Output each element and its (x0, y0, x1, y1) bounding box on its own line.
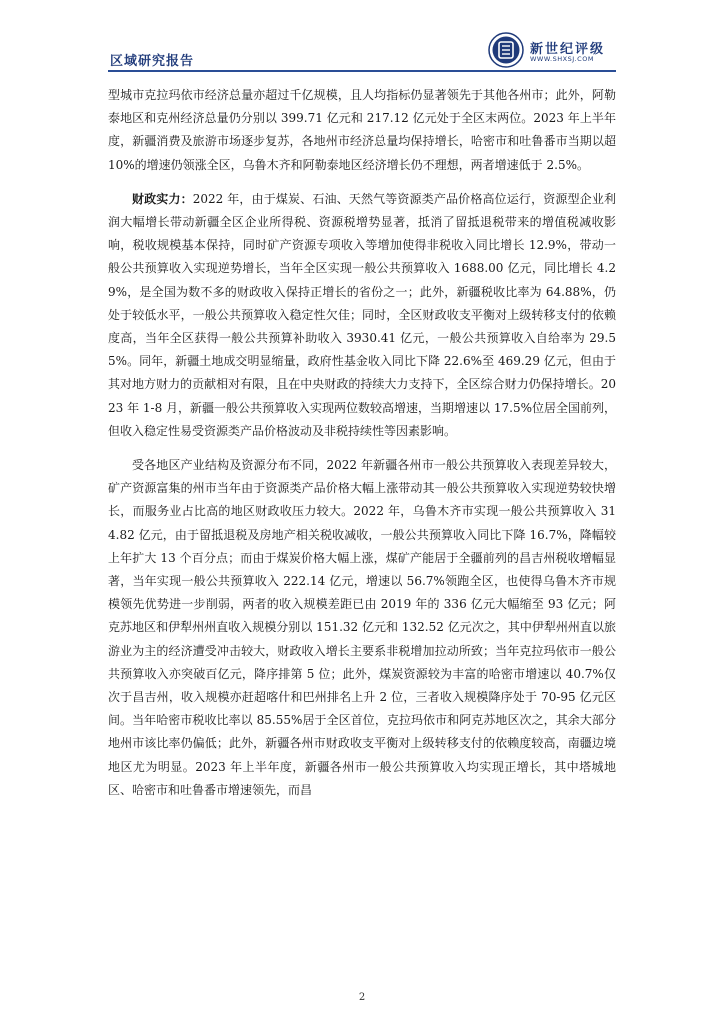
page-header (0, 0, 724, 72)
paragraph-lead: 财政实力： (132, 191, 193, 206)
body-paragraph (108, 188, 616, 443)
brand-emblem-icon (488, 32, 524, 68)
header-divider (108, 70, 616, 72)
section-title: 区域研究报告 (110, 54, 195, 69)
brand-logo (488, 32, 628, 68)
brand-name: 新世纪评级 (530, 42, 606, 57)
body-paragraph (108, 454, 616, 802)
paragraph-text: 2022 年，由于煤炭、石油、天然气等资源类产品价格高位运行，资源型企业利润大幅增长带动新疆全区企业所得税、资源税增势显著，抵消了留抵退税带来的增值税减收影响，税收规模基本保持，同时矿产资源专项收入等增加使得非税收入同比增长 12.9%，带动一般公共预算收入实现逆势增长，当年全区实现一般公共预算收入 1688.00 亿元，同比增长 4.29%，是全国为数不多的财政收入保持正增长的省份之一；此外，新疆税收比率为 64.88%，仍处于较低水平，一般公共预算收入稳定性欠佳；同时，全区财政收支平衡对上级转移支付的依赖度高，当年全区获得一般公共预算补助收入 3930.41 亿元，一般公共预算收入自给率为 29.55%。同年，新疆土地成交明显缩量，政府性基金收入同比下降 22.6%至 469.29 亿元，但由于其对地方财力的贡献相对有限，且在中央财政的持续大力支持下，全区综合财力仍保持增长。2023 年 1-8 月，新疆一般公共预算收入实现两位数较高增速，当期增速以 17.5%位居全国前列，但收入稳定性易受资源类产品价格波动及非税持续性等因素影响。 (108, 191, 616, 438)
page-number: 2 (358, 992, 366, 1003)
brand-url: WWW.SHXSJ.COM (530, 55, 594, 63)
report-body (108, 84, 616, 813)
body-paragraph (108, 84, 616, 177)
paragraph-text: 受各地区产业结构及资源分布不同，2022 年新疆各州市一般公共预算收入表现差异较大，矿产资源富集的州市当年由于资源类产品价格大幅上涨带动其一般公共预算收入实现逆势较快增长，而服务业占比高的地区财政收压力较大。2022 年，乌鲁木齐市实现一般公共预算收入 314.82 亿元，由于留抵退税及房地产相关税收减收，一般公共预算收入同比下降 16.7%，降幅较上年扩大 13 个百分点；而由于煤炭价格大幅上涨，煤矿产能居于全疆前列的昌吉州税收增幅显著，当年实现一般公共预算收入 222.14 亿元，增速以 56.7%领跑全区，也使得乌鲁木齐市规模领先优势进一步削弱，两者的收入规模差距已由 2019 年的 336 亿元大幅缩至 93 亿元；阿克苏地区和伊犁州州直收入规模分别以 151.32 亿元和 132.52 亿元次之，其中伊犁州州直以旅游业为主的经济遭受冲击较大，财政收入增长主要系非税增加拉动所致；当年克拉玛依市一般公共预算收入亦突破百亿元，降序排第 5 位；此外，煤炭资源较为丰富的哈密市增速以 40.7%仅次于昌吉州，收入规模亦赶超喀什和巴州排名上升 2 位，三者收入规模降序处于 70-95 亿元区间。当年哈密市税收比率以 85.55%居于全区首位，克拉玛依市和阿克苏地区次之，其余大部分地州市该比率仍偏低；此外，新疆各州市财政收支平衡对上级转移支付的依赖度较高，南疆边境地区尤为明显。2023 年上半年度，新疆各州市一般公共预算收入均实现正增长，其中塔城地区、哈密市和吐鲁番市增速领先，而昌 (108, 458, 616, 797)
paragraph-text: 型城市克拉玛依市经济总量亦超过千亿规模，且人均指标仍显著领先于其他各州市；此外，阿勒泰地区和克州经济总量仍分别以 399.71 亿元和 217.12 亿元处于全区末两位。2023 年上半年度，新疆消费及旅游市场逐步复苏，各地州市经济总量均保持增长，哈密市和吐鲁番市当期以超 10%的增速仍领涨全区，乌鲁木齐和阿勒泰地区经济增长仍不理想，两者增速低于 2.5%。 (108, 88, 616, 172)
